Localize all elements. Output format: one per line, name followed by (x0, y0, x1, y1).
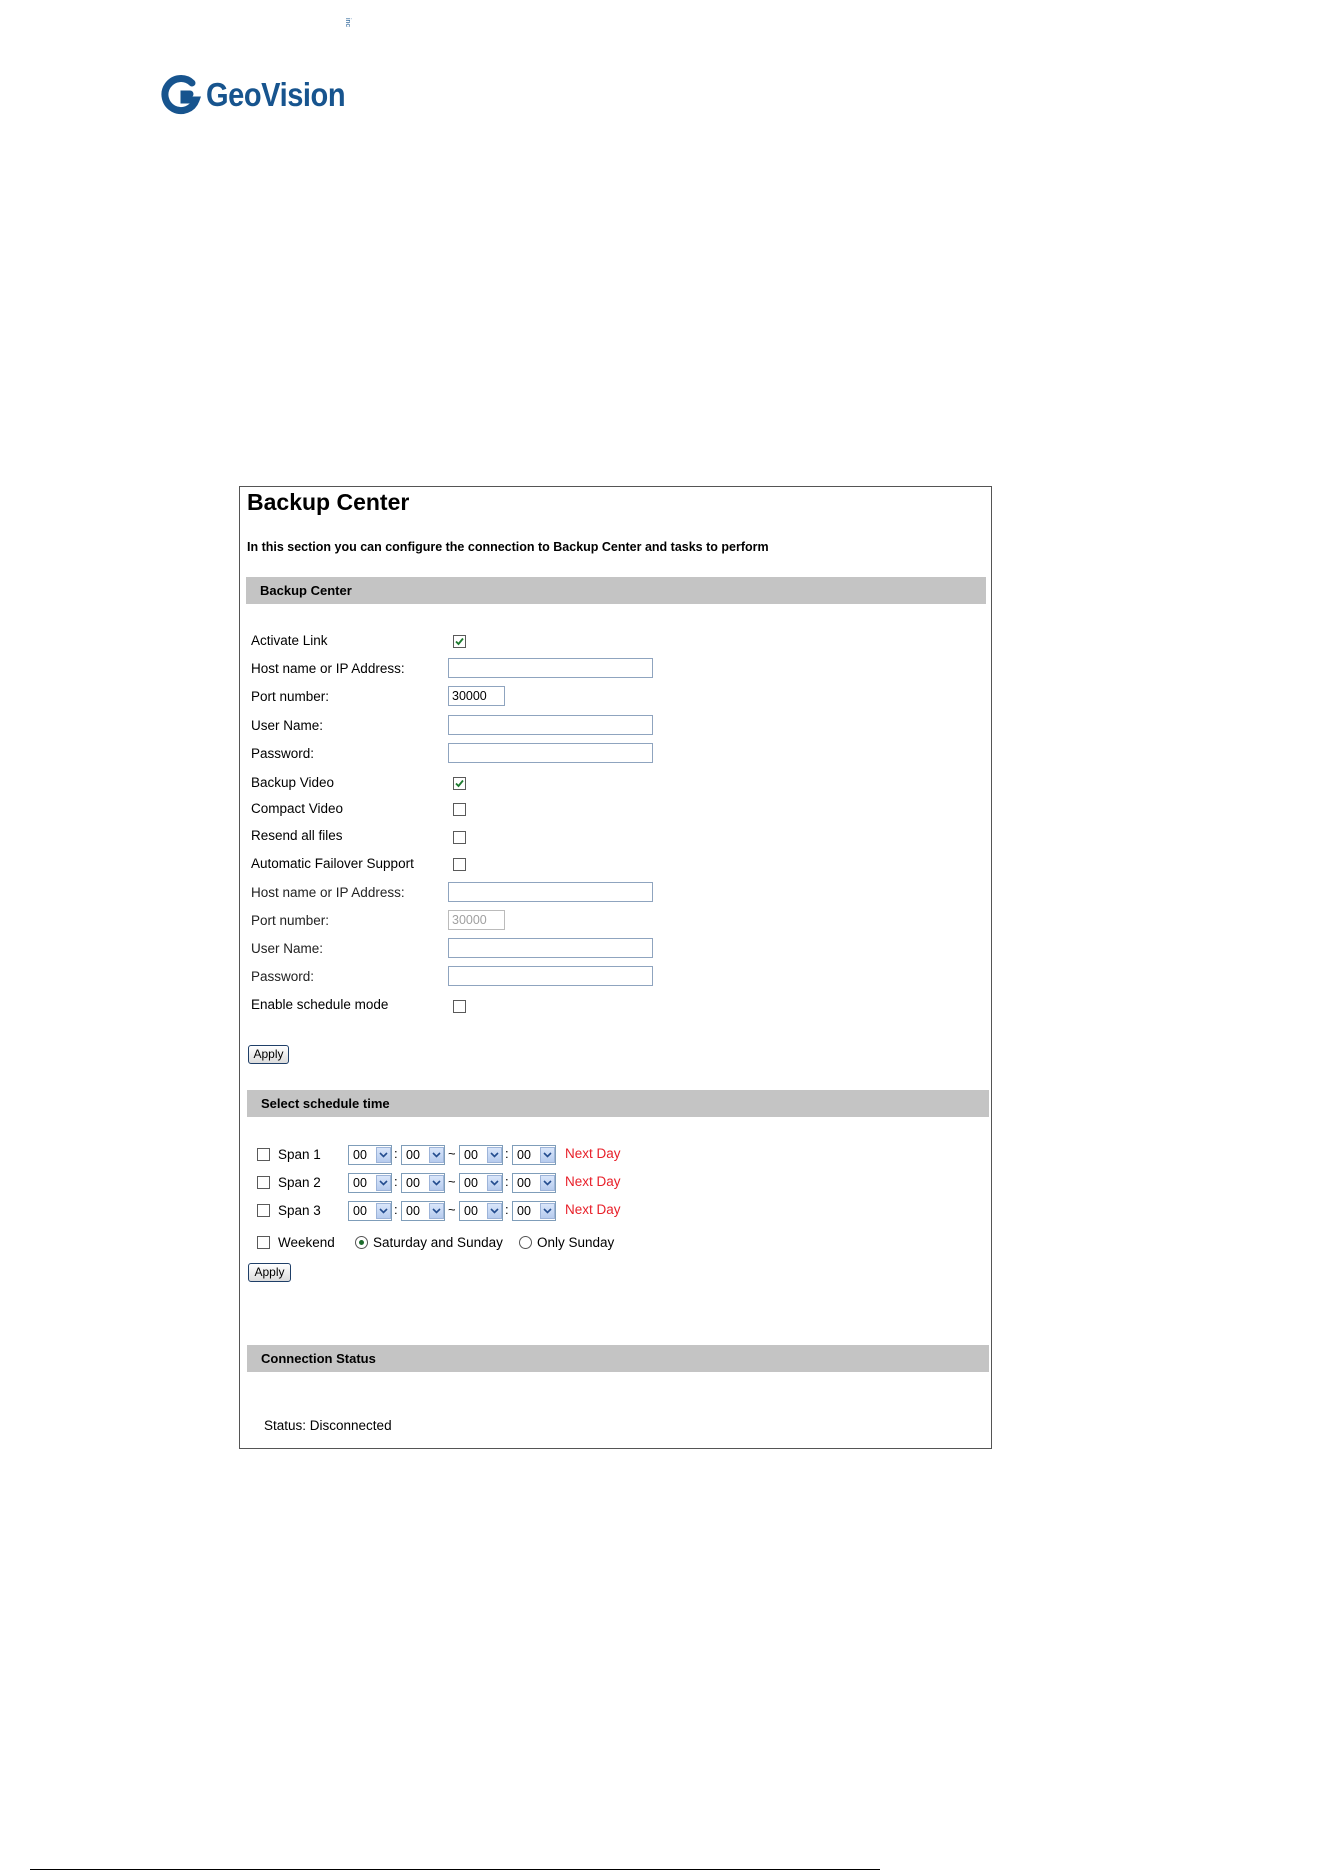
weekend-label: Weekend (278, 1235, 335, 1250)
chevron-down-icon (540, 1203, 555, 1219)
span-checkbox[interactable] (257, 1176, 270, 1189)
span-time-select[interactable] (348, 1173, 392, 1193)
weekend-checkbox[interactable] (257, 1236, 270, 1249)
weekend-radio-only-sunday[interactable] (519, 1236, 532, 1249)
user-name-label: User Name: (251, 718, 324, 733)
span-time-select[interactable] (459, 1145, 503, 1165)
password-input[interactable] (448, 743, 653, 763)
host-input[interactable] (448, 658, 653, 678)
geovision-logo-mark-icon (160, 74, 202, 116)
select-value: 00 (353, 1148, 367, 1162)
span-time-select[interactable] (401, 1173, 445, 1193)
activate-link-label: Activate Link (251, 633, 328, 648)
failover-user-name-label: User Name: (251, 941, 324, 956)
compact-video-checkbox[interactable] (453, 803, 466, 816)
chevron-down-icon (487, 1147, 502, 1163)
span-checkbox[interactable] (257, 1204, 270, 1217)
span-time-select[interactable] (512, 1145, 556, 1165)
time-range-tilde: ~ (448, 1202, 456, 1217)
user-name-input[interactable] (448, 715, 653, 735)
port-label: Port number: (251, 689, 330, 704)
span-time-select[interactable] (401, 1145, 445, 1165)
select-value: 00 (406, 1148, 420, 1162)
section-header-backup-center: Backup Center (246, 577, 986, 604)
select-value: 00 (406, 1204, 420, 1218)
section-header-connection-status: Connection Status (247, 1345, 989, 1372)
activate-link-checkbox[interactable] (453, 635, 466, 648)
resend-all-files-label: Resend all files (251, 828, 343, 843)
port-input[interactable]: 30000 (448, 686, 505, 706)
section-header-schedule: Select schedule time (247, 1090, 989, 1117)
span-time-select[interactable] (348, 1145, 392, 1165)
backup-video-label: Backup Video (251, 775, 335, 790)
span-time-select[interactable] (512, 1173, 556, 1193)
select-value: 00 (517, 1176, 531, 1190)
next-day-label: Next Day (565, 1202, 621, 1217)
failover-port-input[interactable]: 30000 (448, 910, 505, 930)
logo-inc: inc (344, 18, 351, 27)
time-colon: : (505, 1174, 509, 1189)
backup-center-panel (239, 486, 992, 1449)
select-value: 00 (353, 1176, 367, 1190)
weekend-radio-saturday-sunday[interactable] (355, 1236, 368, 1249)
time-range-tilde: ~ (448, 1174, 456, 1189)
select-value: 00 (464, 1148, 478, 1162)
chevron-down-icon (487, 1203, 502, 1219)
schedule-mode-label: Enable schedule mode (251, 997, 389, 1012)
time-colon: : (505, 1202, 509, 1217)
select-value: 00 (517, 1204, 531, 1218)
chevron-down-icon (376, 1203, 391, 1219)
span-checkbox[interactable] (257, 1148, 270, 1161)
page-description: In this section you can configure the connection to Backup Center and tasks to perform (247, 540, 769, 554)
span-label: Span 1 (278, 1147, 321, 1162)
span-time-select[interactable] (348, 1201, 392, 1221)
select-value: 00 (406, 1176, 420, 1190)
failover-label: Automatic Failover Support (251, 856, 414, 871)
span-label: Span 3 (278, 1203, 321, 1218)
select-value: 00 (353, 1204, 367, 1218)
chevron-down-icon (376, 1175, 391, 1191)
next-day-label: Next Day (565, 1174, 621, 1189)
span-time-select[interactable] (459, 1201, 503, 1221)
select-value: 00 (464, 1176, 478, 1190)
page-title: Backup Center (247, 489, 410, 515)
failover-password-input[interactable] (448, 966, 653, 986)
span-time-select[interactable] (401, 1201, 445, 1221)
failover-host-label: Host name or IP Address: (251, 885, 405, 900)
time-colon: : (394, 1146, 398, 1161)
failover-port-label: Port number: (251, 913, 330, 928)
backup-video-checkbox[interactable] (453, 777, 466, 790)
chevron-down-icon (429, 1203, 444, 1219)
time-colon: : (505, 1146, 509, 1161)
chevron-down-icon (540, 1147, 555, 1163)
select-value: 00 (517, 1148, 531, 1162)
chevron-down-icon (429, 1147, 444, 1163)
weekend-option-only-sunday: Only Sunday (537, 1235, 615, 1250)
time-colon: : (394, 1174, 398, 1189)
resend-all-files-checkbox[interactable] (453, 831, 466, 844)
logo-text: GeoVision (206, 76, 346, 113)
chevron-down-icon (376, 1147, 391, 1163)
geovision-logo (160, 70, 364, 120)
chevron-down-icon (487, 1175, 502, 1191)
apply-button[interactable]: Apply (248, 1045, 289, 1064)
compact-video-label: Compact Video (251, 801, 344, 816)
schedule-apply-button[interactable]: Apply (248, 1263, 291, 1282)
weekend-option-saturday-sunday: Saturday and Sunday (373, 1235, 503, 1250)
page-footer-rule (30, 1869, 880, 1870)
span-time-select[interactable] (459, 1173, 503, 1193)
failover-host-input[interactable] (448, 882, 653, 902)
schedule-mode-checkbox[interactable] (453, 1000, 466, 1013)
radio-selected-dot (359, 1240, 364, 1245)
failover-user-name-input[interactable] (448, 938, 653, 958)
span-time-select[interactable] (512, 1201, 556, 1221)
next-day-label: Next Day (565, 1146, 621, 1161)
chevron-down-icon (429, 1175, 444, 1191)
checkmark-icon (454, 778, 465, 789)
span-label: Span 2 (278, 1175, 321, 1190)
password-label: Password: (251, 746, 315, 761)
time-colon: : (394, 1202, 398, 1217)
time-range-tilde: ~ (448, 1146, 456, 1161)
select-value: 00 (464, 1204, 478, 1218)
connection-status-text: Status: Disconnected (264, 1418, 392, 1433)
failover-password-label: Password: (251, 969, 315, 984)
host-label: Host name or IP Address: (251, 661, 405, 676)
failover-checkbox[interactable] (453, 858, 466, 871)
chevron-down-icon (540, 1175, 555, 1191)
checkmark-icon (454, 636, 465, 647)
